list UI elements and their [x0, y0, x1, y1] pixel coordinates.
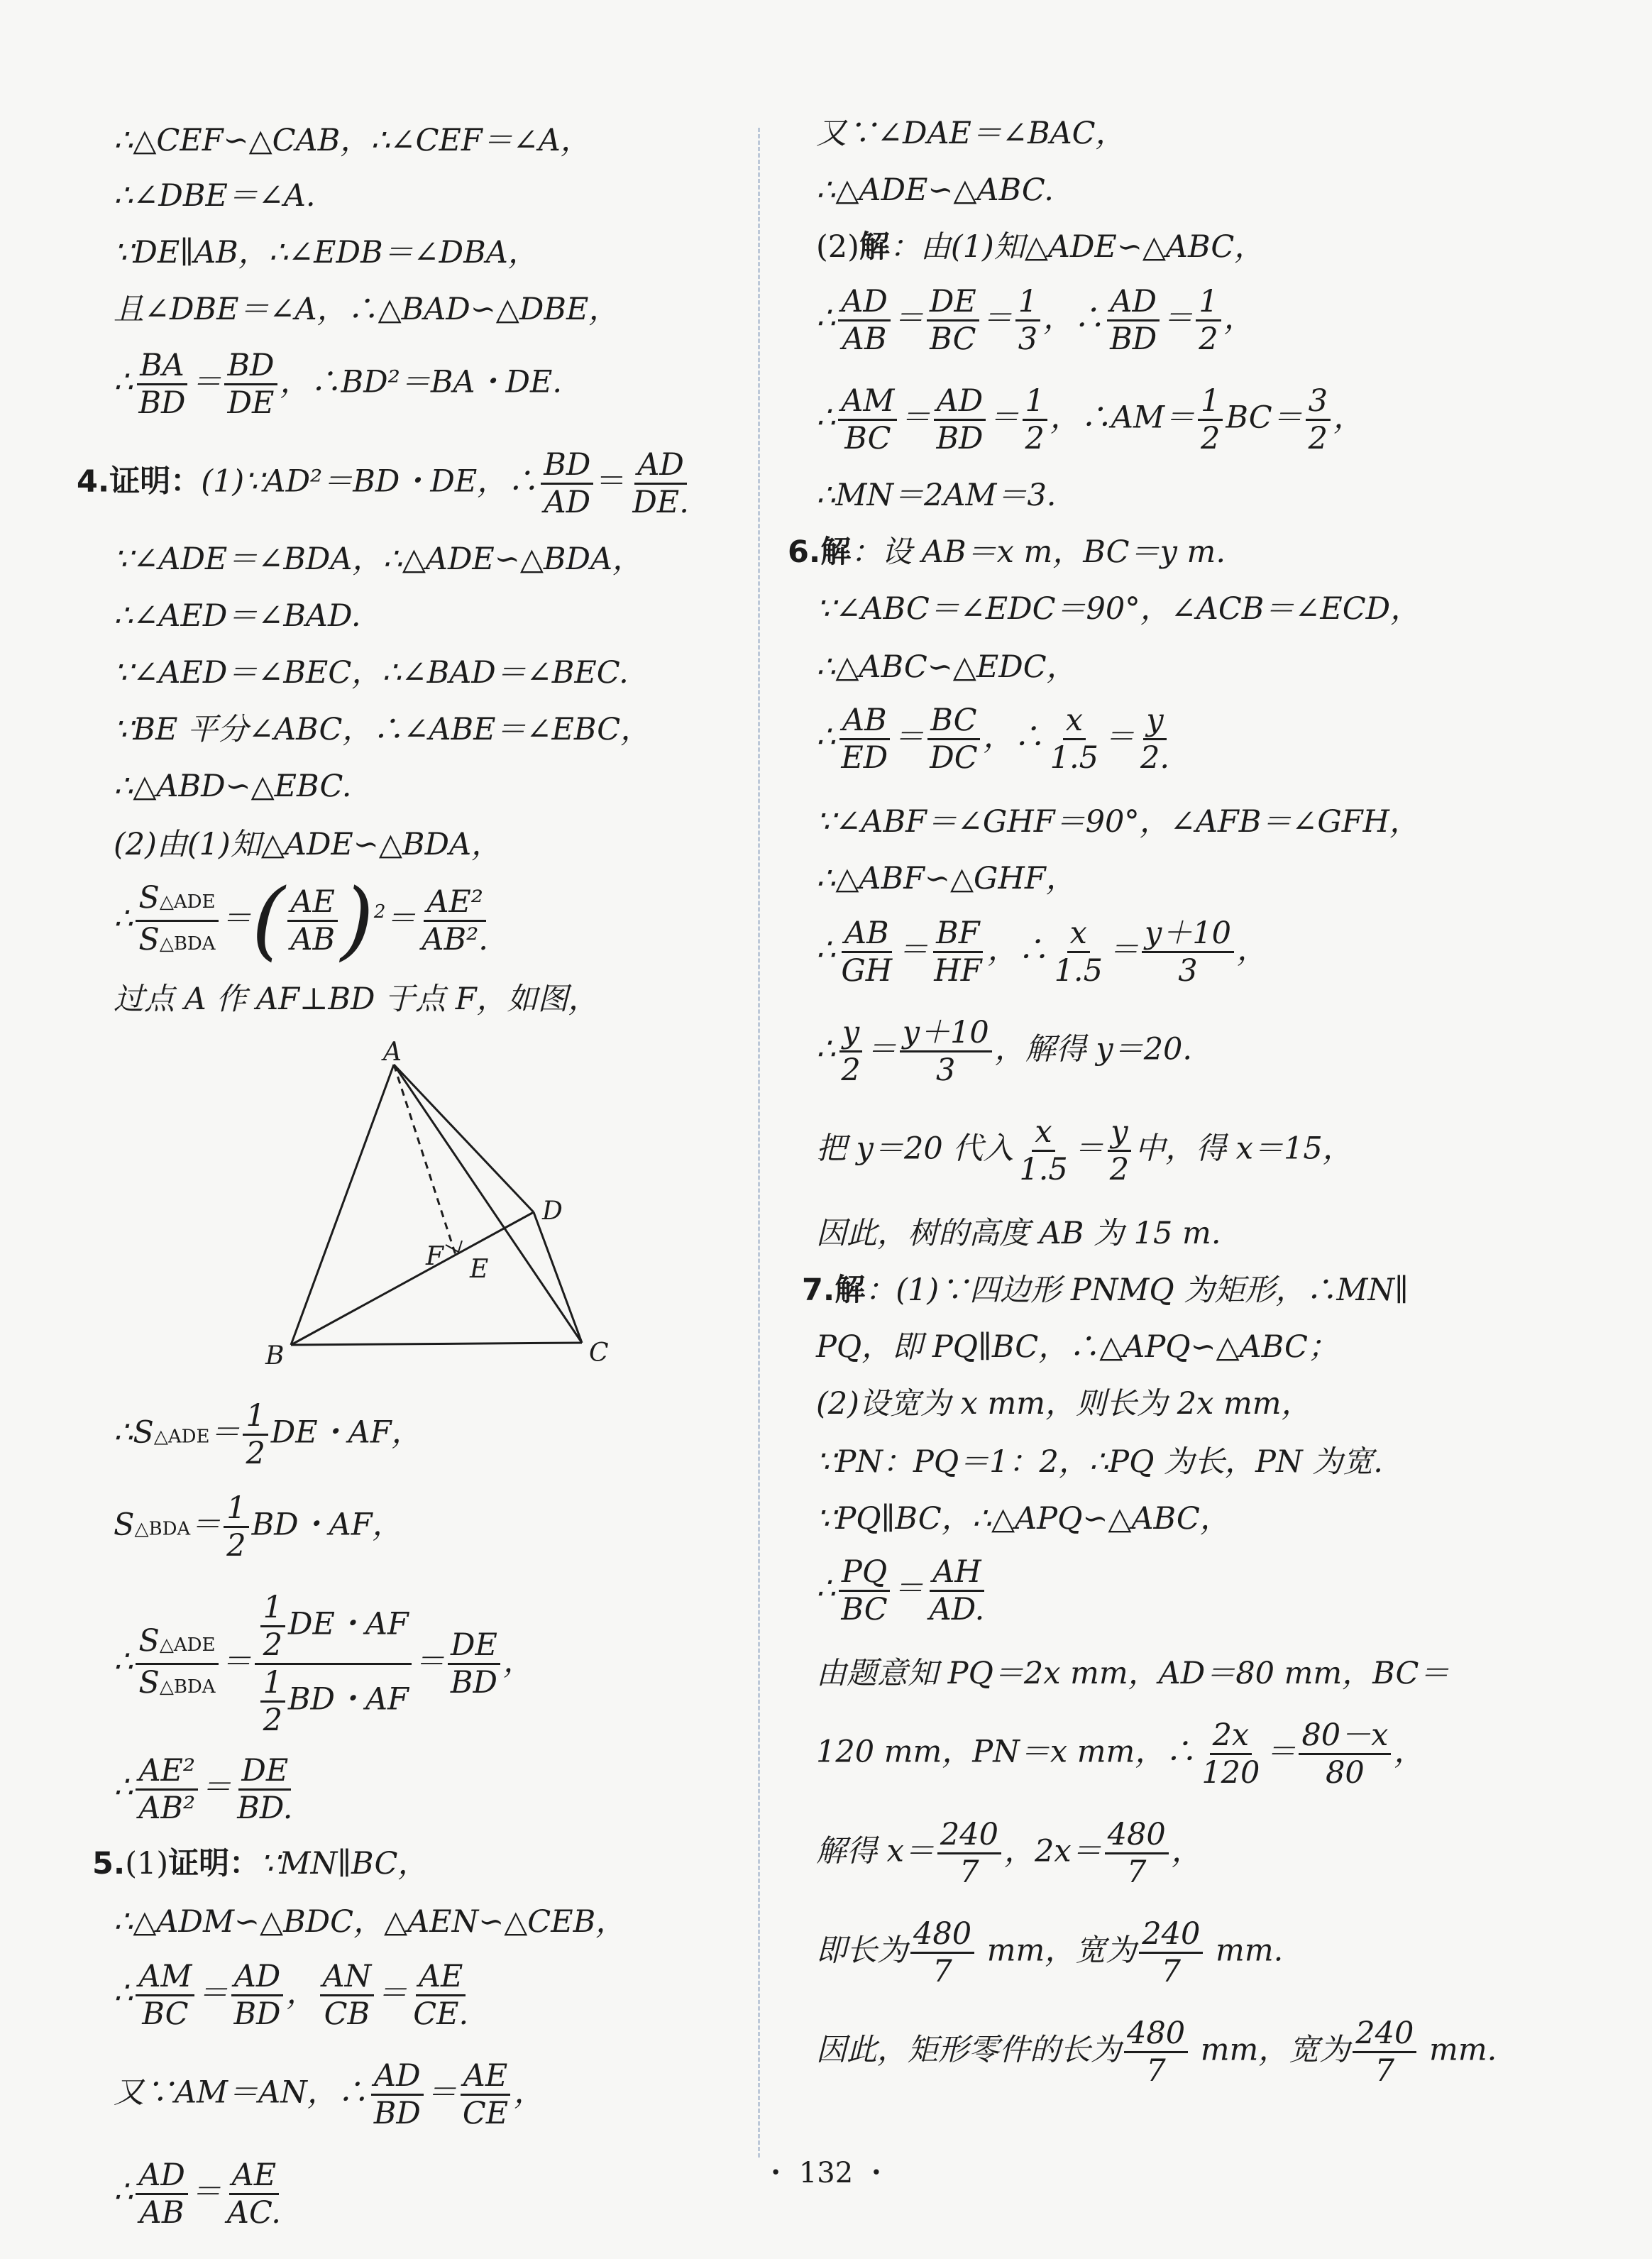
problem-7: 7.解：(1)∵四边形 PNMQ 为矩形，∴MN∥: [802, 1273, 1409, 1308]
vertex-label-E: E: [470, 1255, 489, 1284]
equation-line: ∴ $\frac{AM}{BC}$ ＝ $\frac{AD}{BD}$ ＝ $\frac{1}{2}$ ，∴AM＝ $\frac{1}{2}$ BC＝ $\frac{3}{2}$ ，: [816, 383, 1365, 456]
equation-line: ∴ $\frac{AM}{BC}$ ＝ $\frac{AD}{BD}$ ， $\frac{AN}{CB}$ ＝ $\frac{AE}{CE.}$: [114, 1959, 469, 2032]
edge-DC: [534, 1212, 582, 1343]
text-line: (2)设宽为 x mm，则长为 2x mm，: [816, 1386, 1312, 1422]
equation-line: 120 mm，PN＝x mm，∴ $\frac{2x}{120}$ ＝ $\frac{80-x}{80}$ ，: [816, 1717, 1425, 1791]
equation-line: ∴ $\frac{y}{2}$ ＝ $\frac{y+10}{3}$ ，解得 y＝20.: [816, 1015, 1193, 1088]
text-line: PQ，即 PQ∥BC，∴△APQ∽△ABC；: [816, 1329, 1338, 1365]
vertex-label-B: B: [265, 1341, 285, 1370]
text-line: (2)解：由(1)知△ADE∽△ABC，: [816, 229, 1265, 265]
page-number: ・ 132 ・: [761, 2157, 891, 2189]
equation-line: ∴ $\frac{AD}{AB}$ ＝ $\frac{AE}{AC.}$: [114, 2158, 281, 2231]
equation-line: ∴ $\frac{\text{S△ADE}}{\text{S△BDA}}$ ＝( $\frac{AE}{AB}$ )$^2$＝ $\frac{\text{AE²}}{\text{AB².}}$: [114, 871, 488, 970]
equation-line: ∴ $\frac{PQ}{BC}$ ＝ $\frac{AH}{AD.}$: [816, 1554, 985, 1627]
text-line: ∵∠ABC＝∠EDC＝90°，∠ACB＝∠ECD，: [816, 591, 1421, 627]
problem-4: 4.证明：(1)∵AD²＝BD・DE，∴ $\frac{BD}{AD}$ ＝ $\frac{AD}{DE.}$: [77, 447, 689, 520]
altitude-AF: [394, 1065, 456, 1255]
text-line: ∵BE 平分∠ABC，∴∠ABE＝∠EBC，: [114, 712, 651, 747]
text-line: ∵∠ABF＝∠GHF＝90°，∠AFB＝∠GFH，: [816, 804, 1421, 840]
text-line: 过点 A 作 AF⊥BD 于点 F，如图，: [114, 982, 599, 1017]
text-line: (2)由(1)知△ADE∽△BDA，: [114, 827, 502, 862]
text-line: ∵PN：PQ＝1：2，∴PQ 为长，PN 为宽.: [816, 1444, 1383, 1480]
equation-line: ∴ $\frac{BA}{BD}$ ＝ $\frac{BD}{DE}$ ，∴BD²＝BA・DE.: [114, 348, 563, 421]
text-line: 且∠DBE＝∠A，∴△BAD∽△DBE，: [114, 292, 620, 327]
equation-line: ∴S△ADE＝ $\frac{1}{2}$ DE・AF，: [114, 1398, 422, 1471]
equation-line: 因此，矩形零件的长为 $\frac{480}{7}$ mm，宽为 $\frac{240}{7}$ mm.: [816, 2016, 1497, 2089]
text-line: ∵DE∥AB，∴∠EDB＝∠DBA，: [114, 235, 539, 270]
equation-line: 即长为 $\frac{480}{7}$ mm，宽为 $\frac{240}{7}$ mm.: [816, 1916, 1284, 1989]
text-line: ∴△ABD∽△EBC.: [114, 769, 352, 804]
problem-5: 5.(1)证明：∵MN∥BC，: [92, 1846, 429, 1881]
edge-BC: [291, 1343, 582, 1345]
equation-line: 解得 x＝ $\frac{240}{7}$ ，2x＝ $\frac{480}{7}$ ，: [816, 1817, 1202, 1890]
text-line: ∴△ABF∽△GHF，: [816, 861, 1076, 896]
equation-line: ∴ $\frac{\text{S△ADE}}{\text{S△BDA}}$ ＝ $\frac{1}{2}$ DE・AF $\frac{1}{2}$ BD・AF ＝ $\frac{DE}{BD}$ ，: [114, 1590, 534, 1738]
vertex-label-C: C: [589, 1339, 609, 1368]
equation-line: ∴ $\frac{AB}{GH}$ ＝ $\frac{BF}{HF}$ ，∴ $\frac{x}{1.5}$ ＝ $\frac{y+10}{3}$ ，: [816, 916, 1267, 989]
vertex-label-A: A: [383, 1038, 402, 1067]
text-line: ∴△ADM∽△BDC，△AEN∽△CEB，: [114, 1904, 627, 1940]
text-line: 又∵∠DAE＝∠BAC，: [816, 116, 1126, 151]
equation-line: 又∵AM＝AN，∴ $\frac{AD}{BD}$ ＝ $\frac{AE}{CE}$ ，: [114, 2058, 545, 2131]
text-line: ∴△ABC∽△EDC，: [816, 649, 1077, 685]
text-line: ∴△CEF∽△CAB，∴∠CEF＝∠A，: [114, 123, 591, 158]
triangle-diagram: [255, 1036, 710, 1370]
equation-line: 把 y＝20 代入 $\frac{x}{1.5}$ ＝ $\frac{y}{2}$ 中，得 x＝15，: [816, 1114, 1353, 1187]
edge-BD: [291, 1212, 534, 1345]
text-line: ∴MN＝2AM＝3.: [816, 478, 1057, 513]
equation-line: ∴ $\frac{AB}{ED}$ ＝ $\frac{BC}{DC}$ ，∴ $\frac{x}{1.5}$ ＝ $\frac{y}{2.}$: [816, 703, 1170, 776]
text-line: ∵∠ADE＝∠BDA，∴△ADE∽△BDA，: [114, 542, 644, 577]
edge-AD: [394, 1065, 534, 1212]
equation-line: ∴ $\frac{AD}{AB}$ ＝ $\frac{DE}{BC}$ ＝ $\frac{1}{3}$ ，∴ $\frac{AD}{BD}$ ＝ $\frac{1}{2}$ ，: [816, 284, 1255, 357]
equation-line: S△BDA＝ $\frac{1}{2}$ BD・AF，: [114, 1490, 403, 1563]
edge-AB: [291, 1065, 394, 1345]
vertex-label-D: D: [542, 1197, 563, 1226]
vertex-label-F: F: [426, 1242, 444, 1271]
text-line: 由题意知 PQ＝2x mm，AD＝80 mm，BC＝: [816, 1656, 1450, 1691]
text-line: ∵∠AED＝∠BEC，∴∠BAD＝∠BEC.: [114, 655, 629, 691]
text-line: ∴∠AED＝∠BAD.: [114, 598, 361, 634]
text-line: ∴△ADE∽△ABC.: [816, 172, 1054, 208]
equation-line: ∴ $\frac{\text{AE²}}{\text{AB²}}$ ＝ $\frac{DE}{BD.}$: [114, 1753, 293, 1826]
column-divider: [758, 128, 760, 2158]
text-line: ∵PQ∥BC，∴△APQ∽△ABC，: [816, 1501, 1230, 1537]
text-line: 因此，树的高度 AB 为 15 m.: [816, 1216, 1221, 1251]
text-line: ∴∠DBE＝∠A.: [114, 178, 316, 214]
problem-6: 6.解：设 AB＝x m，BC＝y m.: [788, 534, 1226, 570]
